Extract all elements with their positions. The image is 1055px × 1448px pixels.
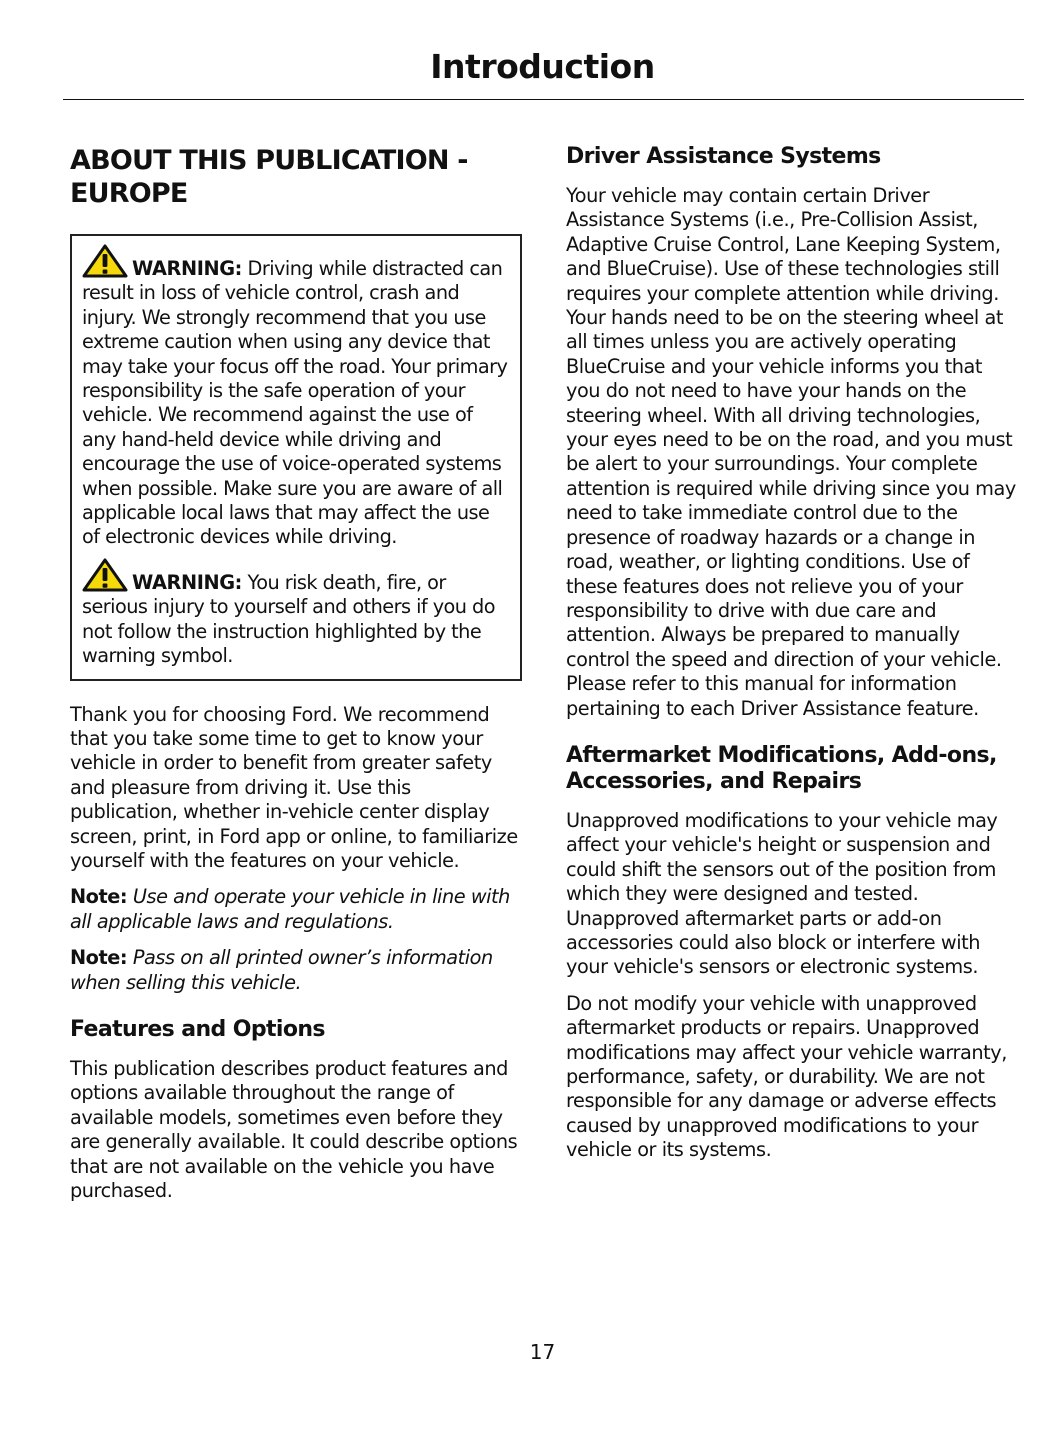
features-heading: Features and Options xyxy=(70,1016,325,1042)
note-text: Pass on all printed owner’s information when selling this vehicle. xyxy=(70,946,493,994)
aftermarket-paragraph: Unapproved modifications to your vehicle may affect your vehicle's height or suspension and could shift the sensors out of the position from which they were designed and tested. Unapproved aftermarket parts or add-on accessories could also block or interfere with your vehicle's sensors or electronic systems. xyxy=(566,808,998,979)
warning-text: Driving while distracted can result in loss of vehicle control, crash and injury. We strongly recommend that you use extreme caution when using any device that may take your focus off the road. Your primary responsibility is the safe operation of your vehicle. We recommend against the use of any hand-held device while driving and encourage the use of voice-operated systems when possible. Make sure you are aware of all applicable local laws that may affect the use of electronic devices while driving. xyxy=(82,257,508,549)
warning-triangle-icon xyxy=(82,244,128,278)
driver-assistance-paragraph: Your vehicle may contain certain Driver Assistance Systems (i.e., Pre-Collision Assist, Adaptive Cruise Control, Lane Keeping System, and BlueCruise). Use of these technologies still requires your complete attention while driving. Your hands need to be on the steering wheel at all times unless you are actively operating BlueCruise and your vehicle informs you that you do not need to have your hands on the steering wheel. With all driving technologies, your eyes need to be on the road, and you must be alert to your surroundings. Your complete attention is required while driving since you may need to take immediate control due to the presence of roadway hazards or a change in road, weather, or lighting conditions. Use of these features does not relieve you of your responsibility to drive with due care and attention. Always be prepared to manually control the speed and direction of your vehicle. Please refer to this manual for information pertaining to each Driver Assistance feature. xyxy=(566,184,1016,720)
warning-paragraph xyxy=(82,558,510,669)
features-paragraph: This publication describes product features and options available throughout the range of available models, sometimes even before they are generally available. It could describe options that are not available on the vehicle you have purchased. xyxy=(70,1056,518,1202)
note xyxy=(70,946,522,995)
page-number: 17 xyxy=(529,1340,556,1364)
note-label: Note: xyxy=(70,946,128,970)
note-text: Use and operate your vehicle in line with all applicable laws and regulations. xyxy=(70,885,510,933)
right-column xyxy=(566,144,1018,1175)
section-title: ABOUT THIS PUBLICATION - EUROPE xyxy=(70,145,468,209)
warning-text: You risk death, fire, or serious injury to yourself and others if you do not follow the instruction highlighted by the warning symbol. xyxy=(82,570,495,668)
warning-label: WARNING: xyxy=(132,257,242,280)
warning-label: WARNING: xyxy=(132,570,242,594)
driver-assistance-heading: Driver Assistance Systems xyxy=(566,144,881,169)
warning-box xyxy=(70,234,522,681)
intro-paragraph: Thank you for choosing Ford. We recommend that you take some time to get to know your vehicle in order to benefit from greater safety and pleasure from driving it. Use this publication, whether in-vehicle center display screen, print, in Ford app or online, to familiarize yourself with the features on your vehicle. xyxy=(70,702,518,872)
note xyxy=(70,885,522,934)
left-column xyxy=(70,144,522,1215)
aftermarket-heading: Aftermarket Modifications, Add-ons, Accessories, and Repairs xyxy=(566,742,997,794)
aftermarket-paragraph: Do not modify your vehicle with unapproved aftermarket products or repairs. Unapproved modifications may affect your vehicle warranty, performance, safety, or durability. We are not responsible for any damage or adverse effects caused by unapproved modifications to your vehicle or its systems. xyxy=(566,991,1007,1162)
warning-triangle-icon xyxy=(82,558,128,592)
page-title: Introduction xyxy=(430,47,655,86)
warning-paragraph xyxy=(82,244,510,550)
note-label: Note: xyxy=(70,885,128,909)
title-divider xyxy=(63,99,1024,100)
